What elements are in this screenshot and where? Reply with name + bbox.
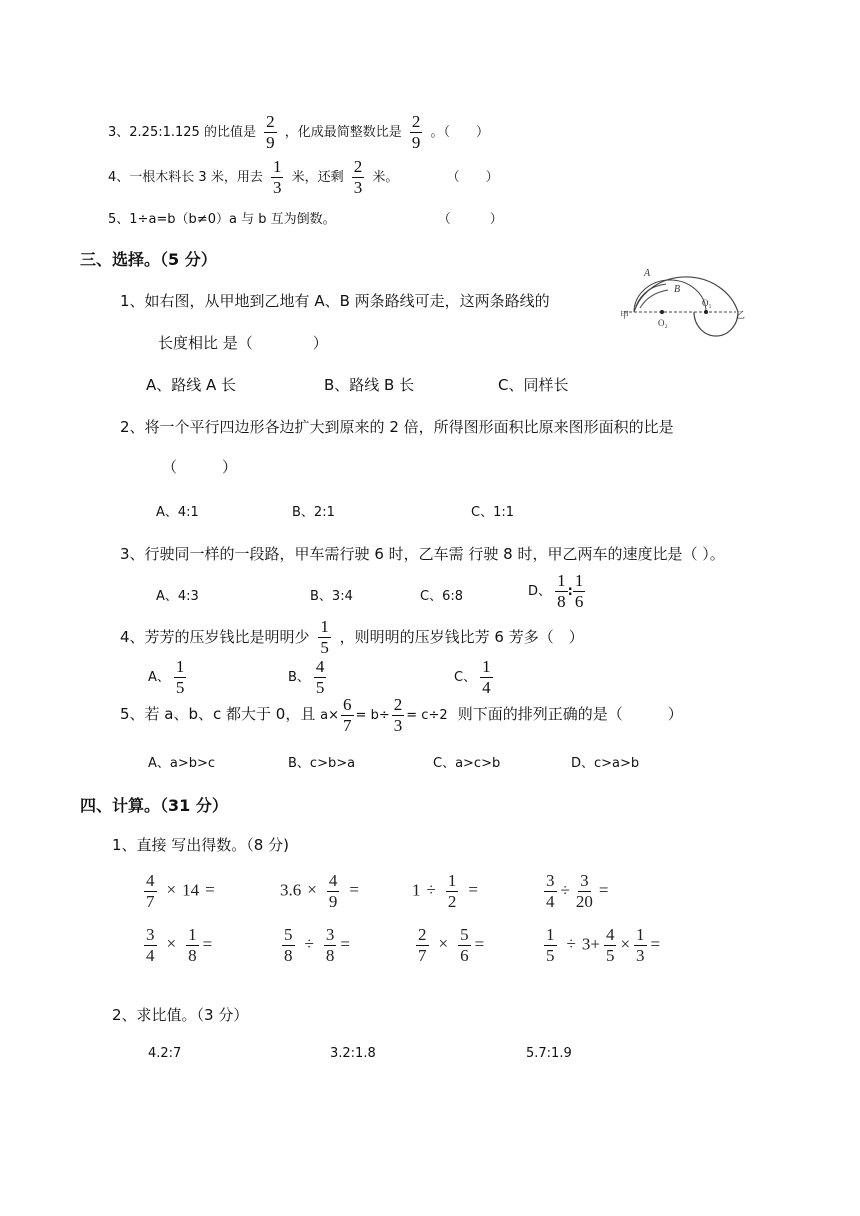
calc-item: $\frac{2}{7}$ × $\frac{5}{6}$ =	[418, 925, 485, 965]
judge-item-4: 4、一根木料长 3 米，用去 $\frac{1}{3}$ 米，还剩 $\frac{2}{3}$ 米。 （ ）	[108, 157, 499, 197]
calc-item: $\frac{4}{7}$ × 14 =	[146, 871, 215, 911]
option: A、路线 A 长	[146, 376, 237, 394]
option: C、6:8	[420, 589, 463, 604]
calc-item: 3.6 × $\frac{4}{9}$ =	[280, 871, 359, 911]
calc-item: $\frac{1}{5}$ ÷ 3+ $\frac{4}{5}$ × $\frac{1}{3}$ =	[546, 925, 661, 965]
option: B、 $\frac{4}{5}$	[288, 657, 325, 697]
fraction: $\frac{2}{9}$	[266, 112, 275, 152]
question-3-4: 4、芳芳的压岁钱比是明明少 $\frac{1}{5}$ ，则明明的压岁钱比芳 6 芳多（ ）	[120, 617, 584, 657]
option: C、 $\frac{1}{4}$	[454, 657, 491, 697]
option: C、同样长	[498, 376, 569, 394]
ratio-item: 4.2:7	[148, 1046, 182, 1061]
question-3-3: 3、行驶同一样的一段路，甲车需行驶 6 时，乙车需 行驶 8 时，甲乙两车的速度比是（ ）。	[120, 545, 725, 563]
question-3-2: 2、将一个平行四边形各边扩大到原来的 2 倍，所得图形面积比原来图形面积的比是	[120, 418, 674, 436]
judge-item-5: 5、1÷a=b（b≠0）a 与 b 互为倒数。 （ ）	[108, 212, 503, 227]
option: A、 $\frac{1}{5}$	[148, 657, 185, 697]
figure-label-o2: O₂	[658, 318, 668, 328]
option: B、c>b>a	[288, 756, 356, 771]
figure-label-a: A	[644, 268, 651, 279]
figure-label-start: 甲	[620, 311, 630, 321]
ratio-item: 3.2:1.8	[330, 1046, 376, 1061]
option: B、2:1	[292, 505, 335, 520]
option: A、a>b>c	[148, 756, 216, 771]
figure-label-b: B	[674, 284, 681, 295]
option: C、a>c>b	[433, 756, 501, 771]
fraction: $\frac{1}{5}$	[320, 617, 329, 657]
ratio-item: 5.7:1.9	[526, 1046, 572, 1061]
question-3-5: 5、若 a、b、c 都大于 0，且 a× $\frac{6}{7}$ = b÷ $\frac{2}{3}$ = c÷2 则下面的排列正确的是（ ）	[120, 695, 683, 735]
section-4-title: 四、计算。（31 分）	[80, 796, 228, 815]
calc-item: $\frac{3}{4}$ ÷ $\frac{3}{20}$ =	[546, 871, 609, 911]
section-3-title: 三、选择。（5 分）	[80, 250, 217, 269]
option: D、c>a>b	[571, 756, 640, 771]
fraction: $\frac{2}{9}$	[411, 112, 421, 152]
fraction: $\frac{2}{3}$	[353, 157, 363, 197]
calc-item: $\frac{3}{4}$ × $\frac{1}{8}$ =	[146, 925, 213, 965]
equation: a× $\frac{6}{7}$ = b÷ $\frac{2}{3}$ = c÷2	[320, 695, 448, 735]
judge-item-3: 3、2.25:1.125 的比值是 $\frac{2}{9}$ ，化成最简整数比是 $\frac{2}{9}$ 。（ ）	[108, 112, 490, 152]
figure-label-end: 乙	[736, 311, 746, 321]
option: A、4:3	[156, 589, 199, 604]
figure-label-o1: O₁	[702, 298, 712, 308]
option: A、4:1	[156, 505, 199, 520]
answer-blank: （ ）	[162, 458, 238, 476]
route-figure	[618, 262, 758, 342]
fraction: $\frac{1}{3}$	[272, 157, 282, 197]
sub-question-2: 2、求比值。（3 分）	[112, 1006, 249, 1024]
option: C、1:1	[471, 505, 514, 520]
option: B、路线 B 长	[324, 376, 415, 394]
sub-question-1: 1、直接 写出得数。（8 分)	[112, 836, 289, 854]
option: B、3:4	[310, 589, 353, 604]
calc-item: 1 ÷ $\frac{1}{2}$ =	[412, 871, 478, 911]
question-3-1-line2: 长度相比 是（ ）	[158, 334, 328, 352]
option-d: D、 $\frac{1}{8}$ : $\frac{1}{6}$	[528, 571, 584, 611]
question-3-1: 1、如右图，从甲地到乙地有 A、B 两条路线可走，这两条路线的	[120, 292, 550, 310]
calc-item: $\frac{5}{8}$ ÷ $\frac{3}{8}$ =	[284, 925, 350, 965]
